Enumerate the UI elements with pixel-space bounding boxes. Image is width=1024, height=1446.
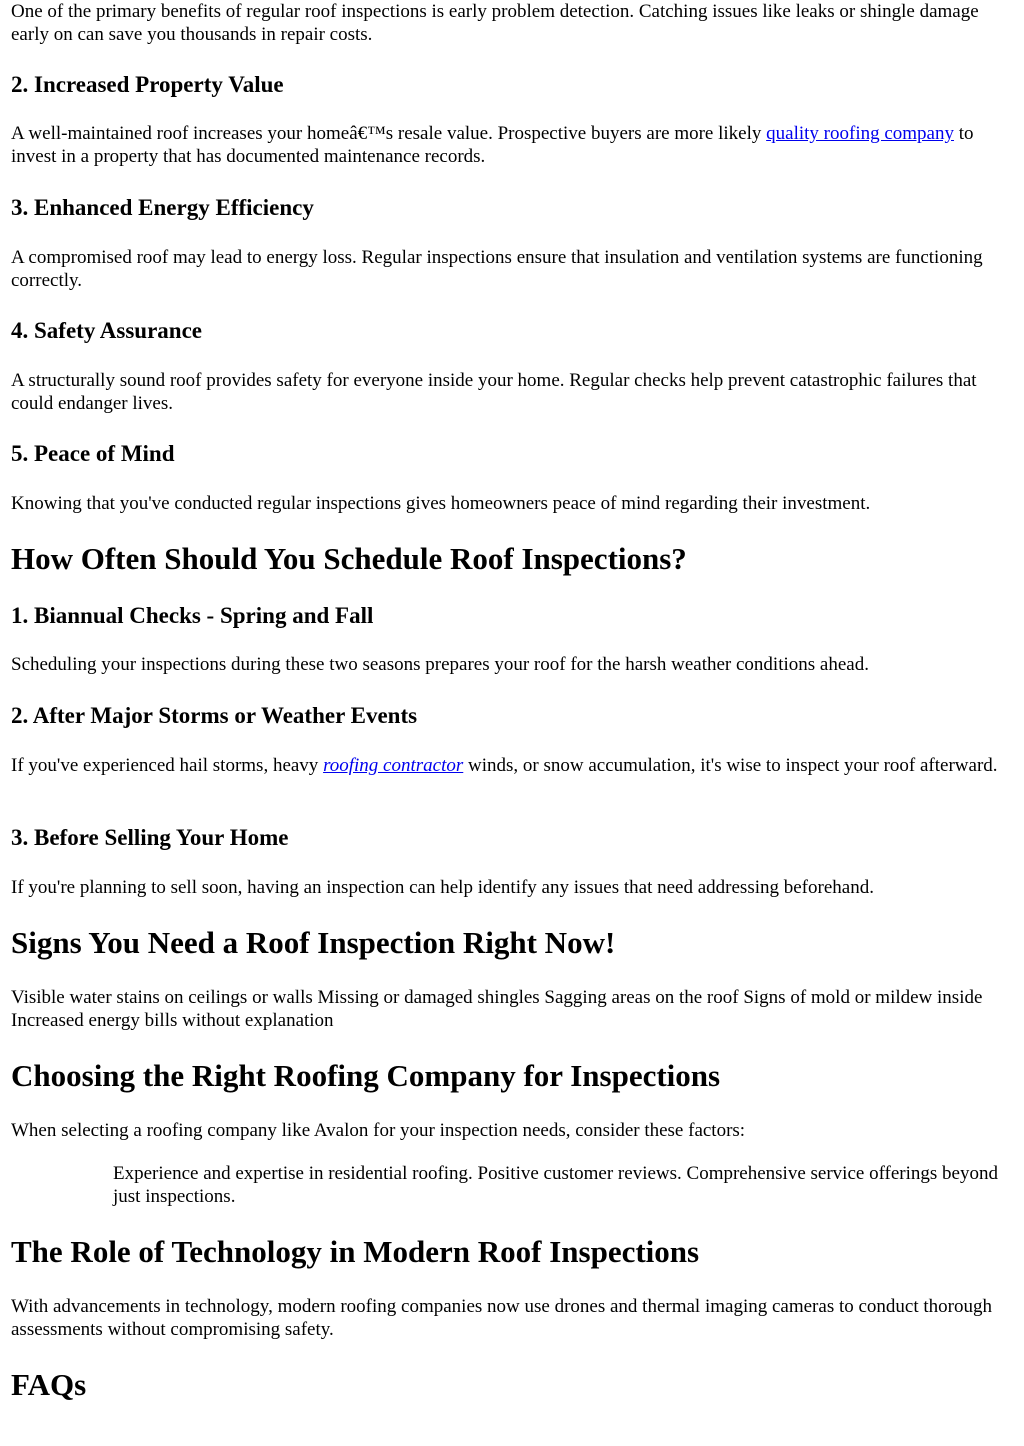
property-value-text-after: to invest in a property that has documented maintenance records. bbox=[11, 123, 974, 167]
section-heading-before-selling: 3. Before Selling Your Home bbox=[11, 825, 289, 850]
after-storms-text-after: winds, or snow accumulation, it's wise to inspect your roof afterward. bbox=[463, 755, 998, 776]
section-heading-property-value: 2. Increased Property Value bbox=[11, 72, 284, 97]
heading-choosing-company: Choosing the Right Roofing Company for Inspections bbox=[11, 1058, 721, 1093]
before-selling-paragraph: If you're planning to sell soon, having an inspection can help identify any issues that need addressing beforehand. bbox=[11, 877, 874, 898]
peace-of-mind-paragraph: Knowing that you've conducted regular inspections gives homeowners peace of mind regarding their investment. bbox=[11, 493, 871, 514]
after-storms-paragraph bbox=[11, 754, 1014, 777]
safety-assurance-paragraph: A structurally sound roof provides safety for everyone inside your home. Regular checks help prevent catastrophic failures that could endanger lives. bbox=[11, 370, 977, 414]
after-storms-text-before: If you've experienced hail storms, heavy bbox=[11, 755, 324, 776]
biannual-checks-paragraph: Scheduling your inspections during these two seasons prepares your roof for the harsh weather conditions ahead. bbox=[11, 654, 869, 675]
factors-blockquote: Experience and expertise in residential roofing. Positive customer reviews. Comprehensive service offerings beyond just inspections. bbox=[113, 1163, 998, 1207]
intro-paragraph: One of the primary benefits of regular roof inspections is early problem detection. Catching issues like leaks or shingle damage early on can save you thousands in repair costs. bbox=[11, 1, 979, 45]
quality-roofing-company-link[interactable]: quality roofing company bbox=[766, 123, 954, 144]
energy-efficiency-paragraph: A compromised roof may lead to energy loss. Regular inspections ensure that insulation and ventilation systems are functioning correctly. bbox=[11, 247, 983, 291]
roofing-contractor-link[interactable]: roofing contractor bbox=[323, 755, 464, 776]
signs-paragraph: Visible water stains on ceilings or walls Missing or damaged shingles Sagging areas on the roof Signs of mold or mildew inside Increased energy bills without explanation bbox=[11, 987, 983, 1031]
heading-schedule-inspections: How Often Should You Schedule Roof Inspections? bbox=[11, 541, 687, 576]
section-heading-safety-assurance: 4. Safety Assurance bbox=[11, 318, 203, 343]
section-heading-energy-efficiency: 3. Enhanced Energy Efficiency bbox=[11, 195, 314, 220]
heading-faqs: FAQs bbox=[11, 1367, 87, 1402]
choosing-paragraph: When selecting a roofing company like Avalon for your inspection needs, consider these factors: bbox=[11, 1120, 746, 1141]
property-value-paragraph bbox=[11, 122, 1014, 168]
heading-technology: The Role of Technology in Modern Roof Inspections bbox=[11, 1234, 700, 1269]
heading-signs-inspection: Signs You Need a Roof Inspection Right Now! bbox=[11, 925, 616, 960]
technology-paragraph: With advancements in technology, modern roofing companies now use drones and thermal imaging cameras to conduct thorough assessments without compromising safety. bbox=[11, 1296, 992, 1340]
section-heading-peace-of-mind: 5. Peace of Mind bbox=[11, 441, 175, 466]
section-heading-biannual-checks: 1. Biannual Checks - Spring and Fall bbox=[11, 603, 374, 628]
section-heading-after-storms: 2. After Major Storms or Weather Events bbox=[11, 703, 418, 728]
property-value-text-before: A well-maintained roof increases your homeâ€™s resale value. Prospective buyers are more likely bbox=[11, 123, 767, 144]
